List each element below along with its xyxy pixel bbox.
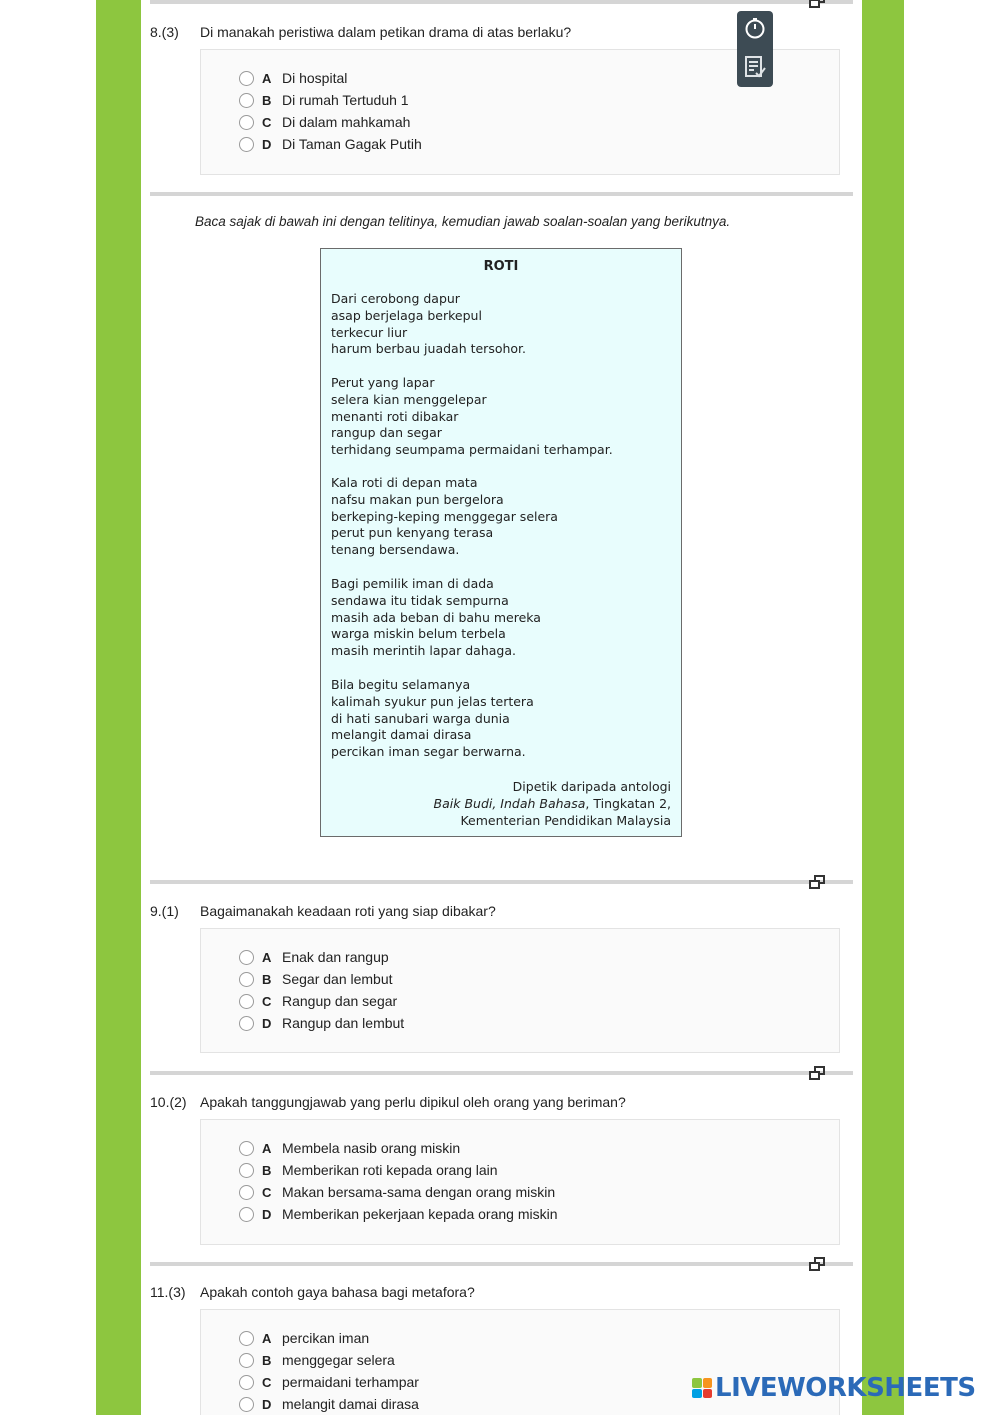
option-letter: A — [262, 1140, 272, 1156]
option-a[interactable] — [239, 68, 347, 88]
question-text: Bagaimanakah keadaan roti yang siap dibakar? — [200, 903, 496, 919]
poem-line: melangit damai dirasa — [331, 727, 472, 743]
option-text: menggegar selera — [282, 1352, 395, 1368]
question-10-title — [150, 1094, 626, 1110]
option-c[interactable] — [239, 1182, 555, 1202]
option-letter: D — [262, 136, 272, 152]
poem-source — [434, 779, 671, 829]
option-text: Di hospital — [282, 70, 348, 86]
radio-button[interactable] — [239, 1397, 254, 1412]
separator — [150, 0, 853, 4]
option-letter: B — [262, 1352, 272, 1368]
resize-icon[interactable] — [809, 1066, 825, 1080]
poem-line: harum berbau juadah tersohor. — [331, 341, 527, 357]
option-text: Di rumah Tertuduh 1 — [282, 92, 409, 108]
option-letter: D — [262, 1015, 272, 1031]
option-a[interactable] — [239, 947, 389, 967]
source-book-title: Baik Budi, Indah Bahasa — [433, 795, 586, 811]
option-b[interactable] — [239, 1160, 498, 1180]
radio-button[interactable] — [239, 137, 254, 152]
page-border-right — [862, 0, 904, 1415]
question-8-title — [150, 24, 571, 40]
poem-line: di hati sanubari warga dunia — [331, 710, 510, 726]
option-d[interactable] — [239, 1013, 404, 1033]
poem-line: warga miskin belum terbela — [331, 626, 506, 642]
option-a[interactable] — [239, 1328, 369, 1348]
timer-icon[interactable] — [744, 17, 766, 39]
page-border-left — [96, 0, 141, 1415]
question-10-options — [200, 1119, 840, 1245]
poem-line: terkecur liur — [331, 324, 408, 340]
radio-button[interactable] — [239, 994, 254, 1009]
separator — [150, 1071, 853, 1075]
question-number: 10.(2) — [150, 1094, 187, 1110]
question-number: 11.(3) — [150, 1284, 186, 1300]
radio-button[interactable] — [239, 1185, 254, 1200]
option-a[interactable] — [239, 1138, 460, 1158]
question-text: Apakah tanggungjawab yang perlu dipikul oleh orang yang beriman? — [200, 1094, 626, 1110]
option-letter: C — [262, 993, 272, 1009]
option-d[interactable] — [239, 1204, 557, 1224]
radio-button[interactable] — [239, 1016, 254, 1031]
poem-stanza-3 — [331, 475, 558, 559]
poem-line: tenang bersendawa. — [331, 542, 460, 558]
option-d[interactable] — [239, 1394, 419, 1414]
radio-button[interactable] — [239, 1375, 254, 1390]
source-line: Kementerian Pendidikan Malaysia — [460, 812, 671, 828]
question-number: 8.(3) — [150, 24, 179, 40]
poem-line: kalimah syukur pun jelas tertera — [331, 693, 534, 709]
instruction-text: Baca sajak di bawah ini dengan telitinya, kemudian jawab soalan-soalan yang berikutnya. — [195, 214, 731, 229]
source-grade: , Tingkatan 2, — [585, 795, 671, 811]
option-c[interactable] — [239, 112, 410, 132]
logo-square — [703, 1378, 713, 1388]
option-letter: D — [262, 1206, 272, 1222]
option-d[interactable] — [239, 134, 422, 154]
poem-line: Bila begitu selamanya — [331, 677, 471, 692]
option-text: Enak dan rangup — [282, 949, 389, 965]
option-text: Memberikan roti kepada orang lain — [282, 1162, 498, 1178]
option-letter: A — [262, 1330, 272, 1346]
option-letter: C — [262, 1184, 272, 1200]
radio-button[interactable] — [239, 115, 254, 130]
option-letter: D — [262, 1396, 272, 1412]
poem-line: masih ada beban di bahu mereka — [331, 609, 541, 625]
option-b[interactable] — [239, 969, 393, 989]
poem-line: Kala roti di depan mata — [331, 475, 478, 490]
radio-button[interactable] — [239, 1207, 254, 1222]
radio-button[interactable] — [239, 1353, 254, 1368]
question-number: 9.(1) — [150, 903, 179, 919]
option-letter: A — [262, 949, 272, 965]
poem-line: rangup dan segar — [331, 425, 442, 441]
radio-button[interactable] — [239, 972, 254, 987]
poem-line: perut pun kenyang terasa — [331, 525, 494, 541]
poem-stanza-4 — [331, 576, 541, 660]
poem-line: percikan iman segar berwarna. — [331, 744, 526, 760]
logo-square — [692, 1378, 702, 1388]
option-letter: A — [262, 70, 272, 86]
poem-line: nafsu makan pun bergelora — [331, 491, 504, 507]
option-b[interactable] — [239, 90, 409, 110]
logo-square — [703, 1389, 713, 1399]
poem-line: menanti roti dibakar — [331, 408, 459, 424]
option-c[interactable] — [239, 1372, 419, 1392]
option-text: Membela nasib orang miskin — [282, 1140, 461, 1156]
separator — [150, 1262, 853, 1266]
option-b[interactable] — [239, 1350, 395, 1370]
separator — [150, 880, 853, 884]
option-letter: B — [262, 971, 272, 987]
option-c[interactable] — [239, 991, 397, 1011]
option-text: Rangup dan segar — [282, 993, 398, 1009]
logo-mark-icon — [692, 1378, 712, 1398]
tool-panel — [737, 11, 773, 87]
option-text: Makan bersama-sama dengan orang miskin — [282, 1184, 556, 1200]
liveworksheets-logo — [692, 1373, 976, 1403]
option-text: Rangup dan lembut — [282, 1015, 405, 1031]
radio-button[interactable] — [239, 71, 254, 86]
radio-button[interactable] — [239, 93, 254, 108]
source-line: Dipetik daripada antologi — [512, 779, 671, 794]
poem-line: sendawa itu tidak sempurna — [331, 592, 509, 608]
poem-stanza-5 — [331, 677, 534, 761]
logo-text: LIVEWORKSHEETS — [715, 1373, 976, 1403]
option-text: percikan iman — [282, 1330, 370, 1346]
poem-line: selera kian menggelepar — [331, 391, 487, 407]
separator — [150, 192, 853, 196]
option-text: Di Taman Gagak Putih — [282, 136, 422, 152]
radio-button[interactable] — [239, 950, 254, 965]
question-text: Di manakah peristiwa dalam petikan drama di atas berlaku? — [200, 24, 572, 40]
option-text: Memberikan pekerjaan kepada orang miskin — [282, 1206, 558, 1222]
poem-line: asap berjelaga berkepul — [331, 307, 482, 323]
option-letter: B — [262, 92, 272, 108]
option-text: Segar dan lembut — [282, 971, 393, 987]
answers-icon[interactable] — [744, 55, 766, 79]
option-text: permaidani terhampar — [282, 1374, 419, 1390]
poem-line: Dari cerobong dapur — [331, 291, 460, 306]
poem-line: terhidang seumpama permaidani terhampar. — [331, 442, 613, 458]
option-letter: C — [262, 1374, 272, 1390]
resize-icon[interactable] — [809, 0, 825, 8]
radio-button[interactable] — [239, 1141, 254, 1156]
radio-button[interactable] — [239, 1331, 254, 1346]
option-letter: B — [262, 1162, 272, 1178]
resize-icon[interactable] — [809, 875, 825, 889]
option-text: melangit damai dirasa — [282, 1396, 419, 1412]
poem-line: Bagi pemilik iman di dada — [331, 576, 494, 591]
poem-stanza-2 — [331, 375, 613, 459]
question-9-options — [200, 928, 840, 1053]
question-11-title — [150, 1284, 475, 1300]
source-line — [434, 796, 671, 813]
poem-line: berkeping-keping menggegar selera — [331, 508, 558, 524]
question-text: Apakah contoh gaya bahasa bagi metafora? — [200, 1284, 475, 1300]
option-letter: C — [262, 114, 272, 130]
poem-box — [320, 248, 682, 837]
poem-stanza-1 — [331, 291, 526, 358]
option-text: Di dalam mahkamah — [282, 114, 411, 130]
poem-line: Perut yang lapar — [331, 375, 435, 390]
resize-icon[interactable] — [809, 1257, 825, 1271]
question-9-title — [150, 903, 496, 919]
radio-button[interactable] — [239, 1163, 254, 1178]
logo-square — [692, 1389, 702, 1399]
poem-line: masih merintih lapar dahaga. — [331, 643, 516, 659]
poem-title: ROTI — [483, 259, 519, 274]
